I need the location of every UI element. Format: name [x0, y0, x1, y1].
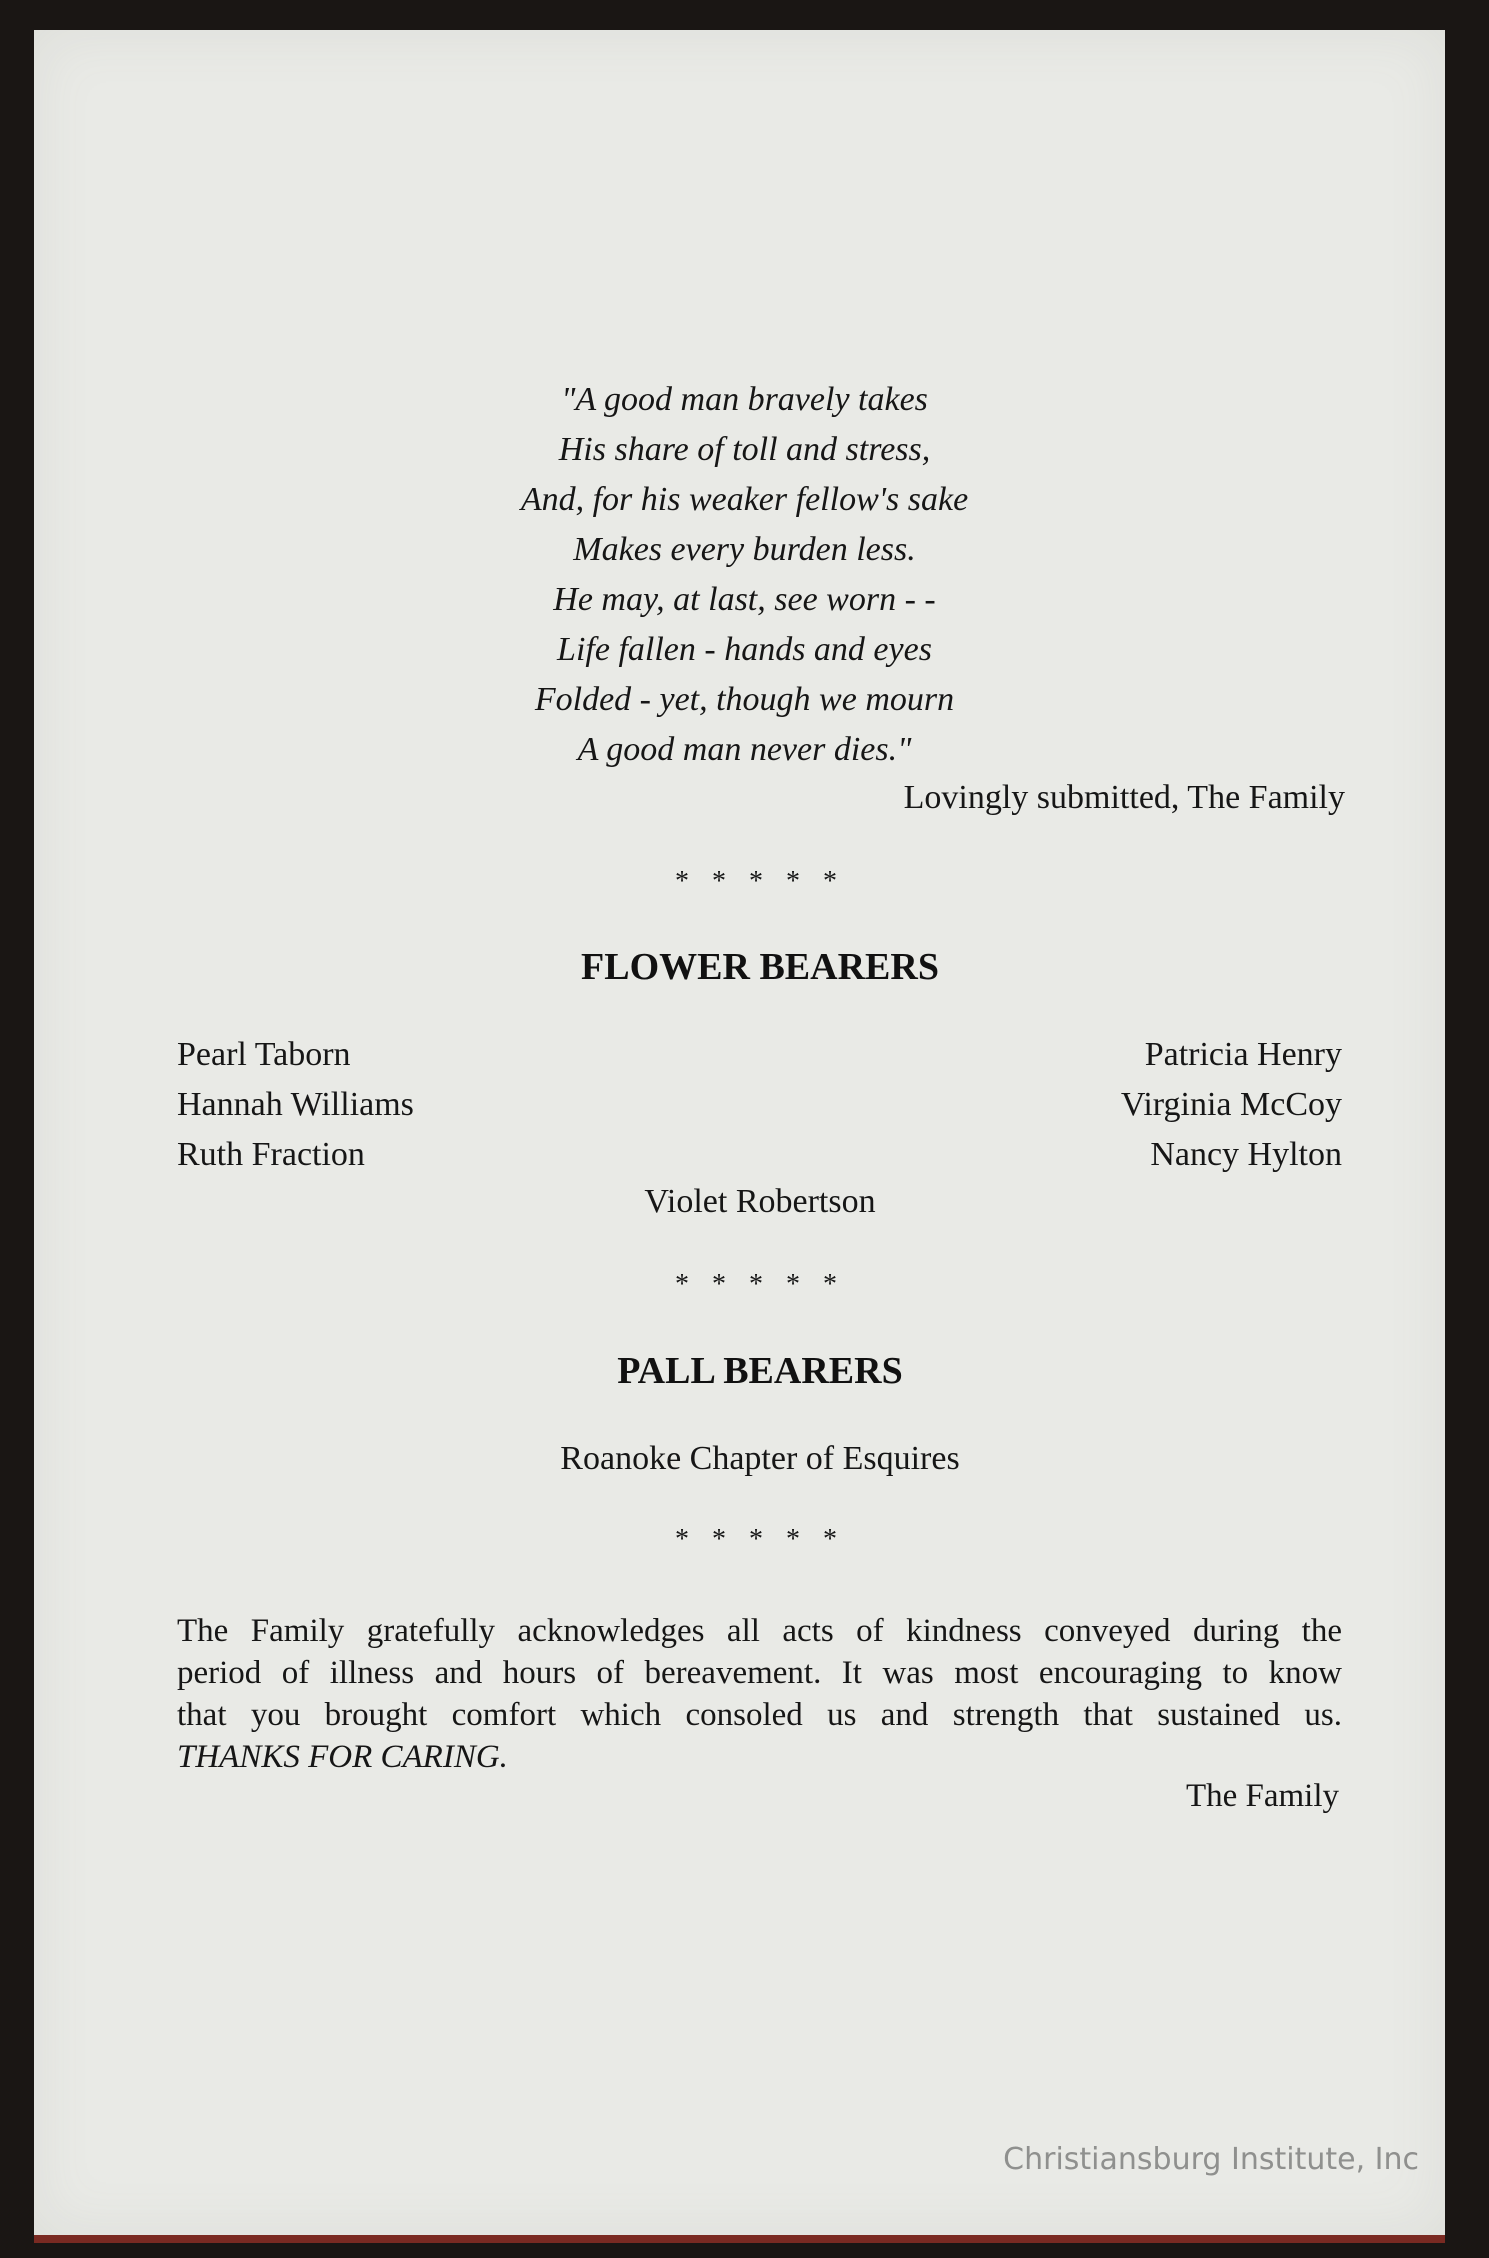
poem-attribution: Lovingly submitted, The Family [903, 779, 1345, 816]
acknowledgement-line: period of illness and hours of bereavement. It was most encouraging to know [177, 1655, 1342, 1691]
watermark: Christiansburg Institute, Inc [1003, 2142, 1419, 2177]
acknowledgement-paragraph [177, 1610, 1342, 1778]
bearer-name: Patricia Henry [1144, 1036, 1342, 1073]
poem-line: Life fallen - hands and eyes [557, 631, 932, 668]
poem-line: He may, at last, see worn - - [553, 581, 936, 618]
poem-line: "A good man bravely takes [561, 381, 928, 418]
poem-line: A good man never dies." [577, 731, 912, 768]
bearer-name: Virginia McCoy [1120, 1086, 1342, 1123]
cover-edge [34, 2235, 1445, 2243]
poem-line: And, for his weaker fellow's sake [520, 481, 969, 518]
flower-bearers-right-list [1121, 1030, 1342, 1180]
family-signature: The Family [1185, 1778, 1339, 1814]
poem-line: Makes every burden less. [573, 531, 916, 568]
poem-line: Folded - yet, though we mourn [534, 681, 955, 718]
thanks-line: THANKS FOR CARING. [177, 1739, 508, 1775]
bearer-name: Ruth Fraction [177, 1136, 365, 1173]
separator: * * * * * [675, 1269, 845, 1300]
bearer-name: Hannah Williams [177, 1086, 414, 1123]
pall-bearers-name: Roanoke Chapter of Esquires [560, 1440, 960, 1477]
acknowledgement-line: The Family gratefully acknowledges all acts of kindness conveyed during the [177, 1613, 1342, 1649]
flower-bearers-left-list [177, 1030, 414, 1180]
separator: * * * * * [675, 866, 845, 897]
acknowledgement-line: that you brought comfort which consoled us and strength that sustained us. [177, 1697, 1342, 1733]
bearer-name-center: Violet Robertson [644, 1183, 876, 1220]
flower-bearers-heading: FLOWER BEARERS [581, 946, 939, 988]
poem-line: His share of toll and stress, [558, 431, 931, 468]
poem [0, 375, 1489, 775]
separator: * * * * * [675, 1524, 845, 1555]
pall-bearers-heading: PALL BEARERS [617, 1350, 903, 1392]
bearer-name: Pearl Taborn [177, 1036, 351, 1073]
bearer-name: Nancy Hylton [1150, 1136, 1342, 1173]
